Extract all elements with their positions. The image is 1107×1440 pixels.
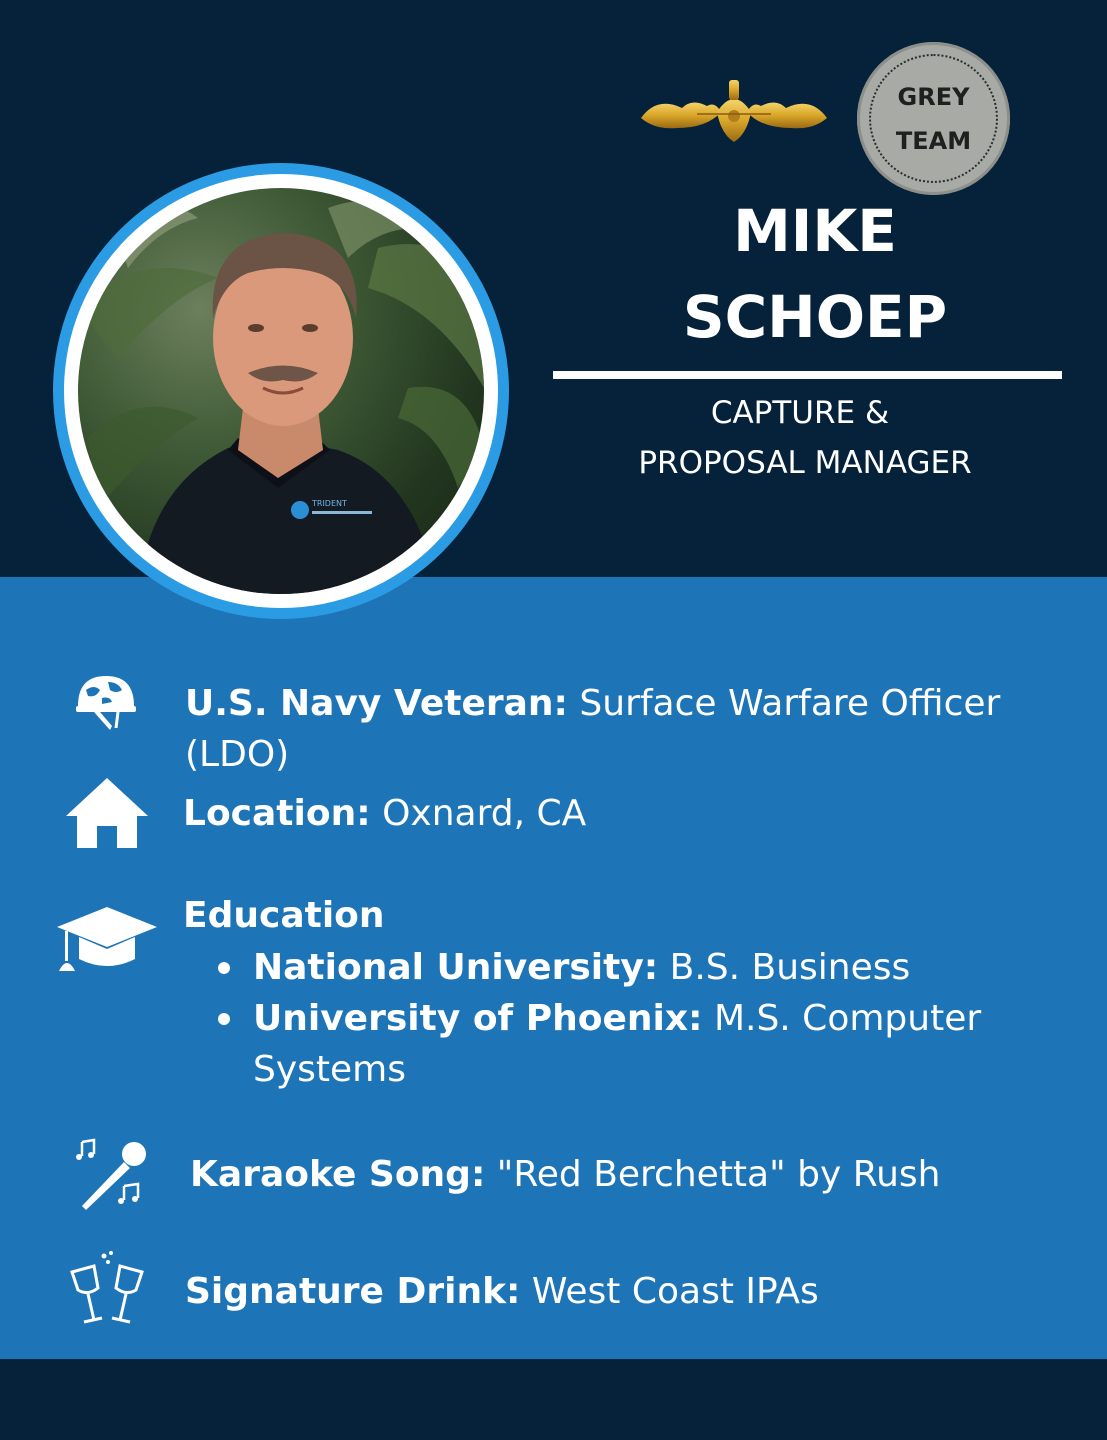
profile-photo [78, 188, 484, 594]
bullet [218, 1013, 230, 1025]
edu1-label: National University: [253, 947, 659, 988]
last-name: SCHOEP [682, 283, 948, 351]
education-heading: Education [183, 895, 385, 936]
location-label: Location: [183, 793, 371, 834]
shirt-logo-text: TRIDENT [312, 499, 347, 508]
role-line-1: CAPTURE & [710, 395, 890, 431]
karaoke-label: Karaoke Song: [190, 1154, 486, 1195]
navy-value: Surface Warfare Officer [567, 683, 1001, 724]
education-item-1 [253, 942, 910, 993]
grey-team-badge [857, 42, 1010, 195]
education-item-2-continued: Systems [253, 1049, 406, 1090]
bullet [218, 962, 230, 974]
education-item-2 [253, 993, 981, 1044]
footer-band [0, 1359, 1107, 1440]
edu2-label: University of Phoenix: [253, 998, 703, 1039]
karaoke-line [190, 1149, 941, 1200]
edu1-value: B.S. Business [658, 947, 911, 988]
location-line [183, 788, 586, 839]
drink-value: West Coast IPAs [520, 1271, 819, 1312]
edu2-value: M.S. Computer [702, 998, 982, 1039]
navy-label: U.S. Navy Veteran: [185, 683, 568, 724]
graduation-cap-icon [55, 903, 159, 979]
profile-photo-frame [53, 163, 509, 619]
first-name: MIKE [733, 197, 897, 265]
location-value: Oxnard, CA [370, 793, 587, 834]
name-divider [553, 371, 1062, 379]
champagne-toast-icon [64, 1250, 150, 1334]
helmet-globe-icon [72, 668, 140, 740]
navy-value-continued: (LDO) [185, 734, 290, 775]
karaoke-value: "Red Berchetta" by Rush [485, 1154, 941, 1195]
badge-line-2: TEAM [895, 126, 972, 155]
drink-line [185, 1266, 819, 1317]
badge-line-1: GREY [897, 82, 970, 111]
drink-label: Signature Drink: [185, 1271, 521, 1312]
surface-warfare-insignia-icon [637, 76, 831, 146]
home-icon [64, 776, 150, 854]
role-line-2: PROPOSAL MANAGER [638, 445, 972, 481]
navy-veteran-line [185, 678, 1000, 729]
microphone-icon [74, 1136, 152, 1216]
